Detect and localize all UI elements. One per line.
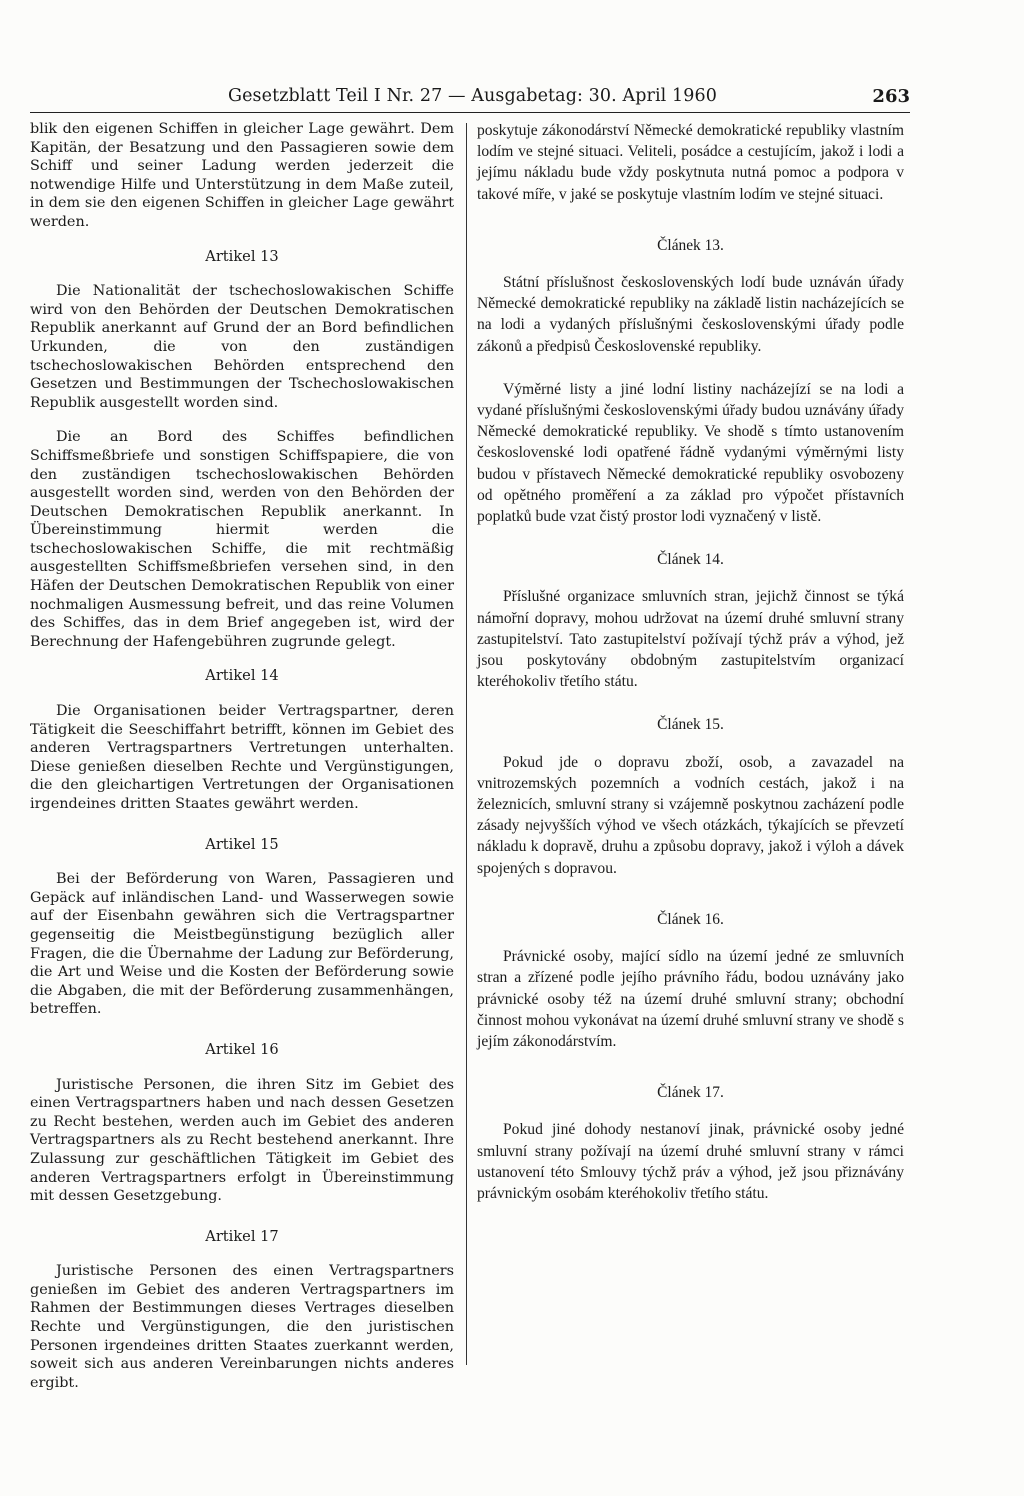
german-article-14-heading: Artikel 14 — [205, 667, 279, 685]
czech-article-17-paragraph: Pokud jiné dohody nestanoví jinak, právnické osoby jedné smluvní strany požívají na území druhé smluvní strany v rámci ustanovení této Smlouvy týchž práv a výhod, jež jsou přiznávány právnickým osobám kteréhokoliv třetího státu. — [477, 1121, 904, 1202]
german-article-16-heading: Artikel 16 — [205, 1040, 279, 1058]
czech-article-14-heading: Článek 14. — [657, 551, 724, 569]
german-article-16-paragraph: Juristische Personen, die ihren Sitz im Gebiet des einen Vertragspartners haben und nach dessen Gesetzen zu Recht bestehen, werden auch im Gebiet des anderen Vertragspartners als zu Recht bestehend anerkannt. Ihre Zulassung zur geschäftlichen Tätigkeit im Gebiet des anderen Vertragspartners erfolgt in Übereinstimmung mit dessen Gesetzgebung. — [30, 1076, 454, 1205]
german-article-14-paragraph: Die Organisationen beider Vertragspartner, deren Tätigkeit die Seeschiffahrt betrifft, können im Gebiet des anderen Vertragspartners Vertretungen unterhalten. Diese genießen dieselben Rechte und Vergünstigungen, die den gleichartigen Vertretungen der Organisationen irgendeines dritten Staates gewährt werden. — [30, 703, 454, 812]
german-intro-paragraph: blik den eigenen Schiffen in gleicher Lage gewährt. Dem Kapitän, der Besatzung und den Passagieren sowie dem Schiff und seiner Ladung werden jederzeit die notwendige Hilfe und Unterstützung in dem Maße zuteil, in dem sie den eigenen Schiffen in gleicher Lage gewährt werden. — [30, 121, 454, 230]
czech-article-15-paragraph: Pokud jde o dopravu zboží, osob, a zavazadel na vnitrozemských pozemních a vodních cestách, jakož i na železnicích, smluvní strany si vzájemně poskytnou zacházení podle zásady nejvyšších výhod ve všech otázkách, týkajících se převzetí nákladu k dopravě, druhu a způsobu dopravy, jakož i výloh a dávek spojených s dopravou. — [477, 753, 904, 877]
german-article-15-heading: Artikel 15 — [205, 835, 279, 853]
czech-article-14-paragraph: Příslušné organizace smluvních stran, jejichž činnost se týká námořní dopravy, mohou udržovat na území druhé smluvní strany zastupitelství. Tato zastupitelství požívají týchž práv a výhod, jež jsou poskytovány obdobným zastupitelstvím organizací kteréhokoliv třetího státu. — [477, 588, 904, 691]
german-column — [30, 120, 454, 1392]
czech-column — [477, 120, 904, 1204]
czech-intro-paragraph: poskytuje zákonodárství Německé demokratické republiky vlastním lodím ve stejné situaci. Veliteli, posádce a cestujícím, jakož i lodi a jejímu nákladu bude vždy poskytnuta nutná pomoc a podpora v takové míře, v jaké se poskytuje vlastním lodím ve stejné situaci. — [477, 122, 904, 203]
german-article-17-heading: Artikel 17 — [205, 1227, 279, 1245]
czech-article-15-heading: Článek 15. — [657, 716, 724, 734]
czech-article-13-heading: Článek 13. — [657, 236, 724, 254]
czech-article-16-heading: Článek 16. — [657, 910, 724, 928]
german-article-13-paragraph-2: Die an Bord des Schiffes befindlichen Schiffsmeßbriefe und sonstigen Schiffspapiere, die von den zuständigen tschechoslowakischen Behörden ausgestellt worden sind, werden von den Behörden der Deutschen Demokratischen Republik anerkannt. In Übereinstimmung hiermit werden die tschechoslowakischen Schiffe, die mit rechtmäßig ausgestellten Schiffsmeßbriefen versehen sind, in den Häfen der Deutschen Demokratischen Republik von einer nochmaligen Ausmessung befreit, und das reine Volumen des Schiffes, das in dem Brief angegeben ist, wird der Berechnung der Hafengebühren zugrunde gelegt. — [30, 429, 454, 650]
czech-article-17-heading: Článek 17. — [657, 1084, 724, 1102]
german-article-17-paragraph: Juristische Personen des einen Vertragspartners genießen im Gebiet des anderen Vertragspartners im Rahmen der Bestimmungen dieses Vertrages dieselben Rechte und Vergünstigungen, die den juristischen Personen irgendeines dritten Staates zuerkannt werden, soweit sich aus anderen Vereinbarungen nichts anderes ergibt. — [30, 1263, 454, 1391]
german-article-13-heading: Artikel 13 — [205, 247, 279, 265]
header-rule — [30, 112, 910, 113]
column-divider — [466, 123, 467, 1365]
header-title: Gesetzblatt Teil I Nr. 27 — Ausgabetag: 30. April 1960 — [228, 86, 717, 106]
czech-article-16-paragraph: Právnické osoby, mající sídlo na území jedné ze smluvních stran a zřízené podle jejího právního řádu, bodou uznávány jako právnické osoby též na území druhé smluvní strany; obchodní činnost mohou vykonávat na území druhé smluvní strany ve shodě s jejím zákonodárstvím. — [477, 948, 904, 1050]
page-header — [30, 86, 910, 114]
czech-article-13-paragraph-2: Výměrné listy a jiné lodní listiny nacházejízí se na lodi a vydané příslušnými československými úřady budou uznávány úřady Německé demokratické republiky. Ve shodě s tímto ustanovením československé lodi opatřené řádně vydanými výměrnými listy budou v přístavech Německé demokratické republiky osvobozeny od opětného proměření a za základ pro výpočet přístavních poplatků bude vzat čistý prostor lodi vyznačený v listě. — [477, 380, 904, 526]
german-article-15-paragraph: Bei der Beförderung von Waren, Passagieren und Gepäck auf inländischen Land- und Wasserwegen sowie auf der Eisenbahn gewähren sich die Vertragspartner gegenseitig die Meistbegünstigung bezüglich aller Fragen, die die Übernahme der Ladung zur Beförderung, die Art und Weise und die Kosten der Beförderung sowie die Abgaben, die mit der Beförderung zusammenhängen, betreffen. — [30, 871, 454, 1018]
page-number: 263 — [872, 86, 910, 107]
german-article-13-paragraph-1: Die Nationalität der tschechoslowakischen Schiffe wird von den Behörden der Deutschen Demokratischen Republik anerkannt auf Grund der an Bord befindlichen Urkunden, die von den zuständigen tschechoslowakischen Behörden entsprechend den Gesetzen und Bestimmungen der Tschechoslowakischen Republik ausgestellt worden sind. — [30, 283, 454, 411]
czech-article-13-paragraph-1: Státní příslušnost československých lodí bude uznáván úřady Německé demokratické republiky na základě listin nacházejících se na lodi a vydaných příslušnými československými úřady podle zákonů a předpisů Československé republiky. — [477, 274, 904, 355]
